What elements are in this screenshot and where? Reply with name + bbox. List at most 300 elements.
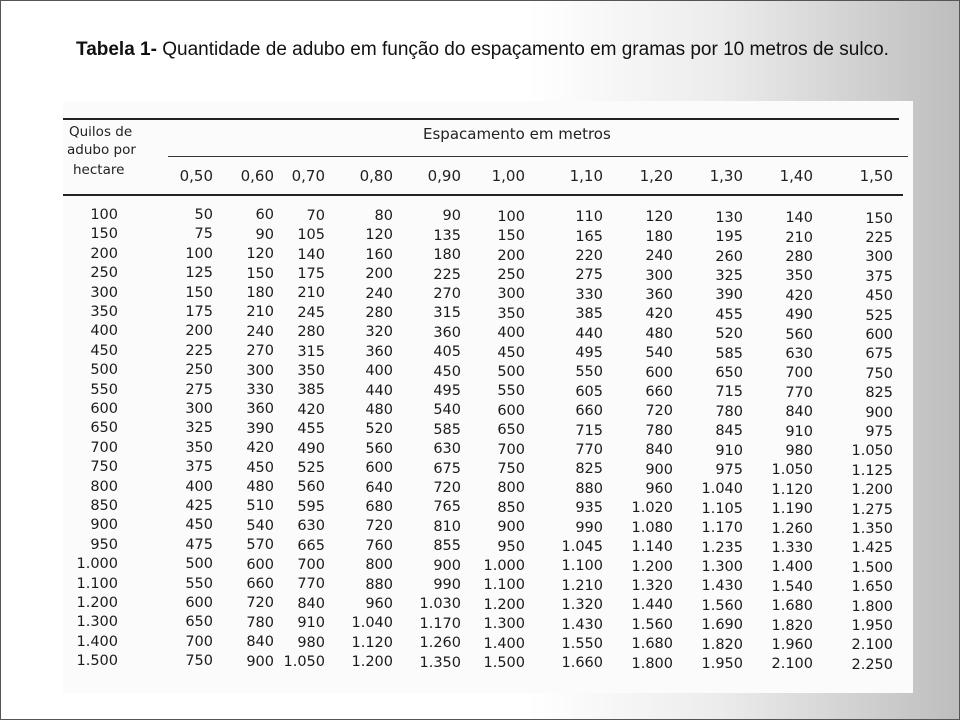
table-cell: 1.050 — [283, 653, 325, 670]
table-cell: 1.260 — [419, 635, 461, 652]
table-cell: 90 — [442, 208, 461, 225]
row-kg-value: 400 — [90, 323, 118, 340]
table-cell: 770 — [785, 384, 813, 401]
table-cell: 595 — [297, 498, 325, 515]
table-cell: 1.300 — [483, 616, 525, 633]
table-cell: 270 — [433, 286, 461, 302]
table-cell: 675 — [865, 346, 893, 363]
table-cell: 315 — [297, 343, 325, 360]
table-cell: 1.200 — [851, 482, 893, 499]
table-cell: 520 — [365, 421, 393, 438]
table-cell: 700 — [785, 365, 813, 382]
table-cell: 540 — [246, 517, 274, 534]
table-cell: 1.540 — [771, 578, 813, 595]
table-cell: 780 — [645, 422, 673, 439]
table-cell: 1.440 — [631, 597, 673, 614]
column-header: 1,20 — [639, 167, 673, 185]
table-cell: 935 — [575, 500, 603, 517]
table-cell: 440 — [575, 325, 603, 342]
table-cell: 140 — [785, 210, 813, 227]
column-header: 1,30 — [709, 167, 743, 185]
table-cell: 770 — [575, 441, 603, 458]
table-cell: 715 — [715, 384, 743, 401]
column-header: 0,70 — [291, 167, 325, 185]
table-cell: 1.800 — [631, 655, 673, 672]
table-cell: 200 — [365, 266, 393, 283]
table-cell: 135 — [433, 227, 461, 244]
table-cell: 600 — [246, 556, 274, 573]
table-cell: 585 — [715, 345, 743, 362]
column-header: 0,60 — [240, 167, 274, 185]
table-cell: 175 — [297, 265, 325, 282]
column-header: 1,00 — [491, 167, 525, 185]
table-cell: 210 — [246, 304, 274, 321]
table-cell: 750 — [497, 460, 525, 477]
table-cell: 475 — [185, 536, 213, 553]
table-cell: 210 — [297, 285, 325, 302]
table-cell: 765 — [433, 499, 461, 516]
table-cell: 1.050 — [771, 462, 813, 479]
table-cell: 1.800 — [851, 598, 893, 615]
row-header — [67, 121, 167, 181]
table-cell: 250 — [497, 266, 525, 283]
table-cell: 325 — [185, 420, 213, 437]
table-cell: 780 — [246, 614, 274, 631]
table-cell: 450 — [497, 344, 525, 361]
table-cell: 200 — [185, 323, 213, 340]
row-kg-value: 950 — [90, 536, 118, 553]
table-cell: 855 — [433, 538, 461, 555]
table-cell: 900 — [497, 519, 525, 536]
table-cell: 1.120 — [351, 634, 393, 651]
table-cell: 280 — [785, 248, 813, 265]
table-cell: 1.200 — [631, 558, 673, 575]
table-cell: 100 — [185, 245, 213, 262]
table-cell: 360 — [246, 401, 274, 418]
table-cell: 550 — [497, 383, 525, 400]
table-cell: 910 — [785, 423, 813, 440]
row-kg-value: 300 — [90, 284, 118, 301]
table-cell: 600 — [185, 595, 213, 611]
table-cell: 120 — [365, 227, 393, 244]
table-cell: 825 — [865, 385, 893, 402]
table-cell: 375 — [185, 459, 213, 476]
table-cell: 560 — [297, 479, 325, 496]
row-kg-value: 1.300 — [76, 614, 118, 631]
table-cell: 405 — [433, 344, 461, 361]
table-cell: 960 — [645, 481, 673, 498]
table-cell: 880 — [575, 480, 603, 497]
table-cell: 840 — [645, 442, 673, 459]
table-cell: 850 — [497, 499, 525, 516]
table-cell: 720 — [645, 403, 673, 420]
table-cell: 630 — [297, 518, 325, 535]
row-header-line: hectare — [73, 162, 125, 178]
table-cell: 960 — [365, 596, 393, 613]
table-cell: 210 — [785, 229, 813, 246]
table-cell: 1.560 — [701, 597, 743, 614]
table-cell: 1.190 — [771, 501, 813, 518]
table-cell: 1.210 — [561, 577, 603, 594]
header-bottom-rule — [63, 194, 903, 196]
table-cell: 1.020 — [631, 500, 673, 517]
table-cell: 810 — [433, 518, 461, 535]
table-cell: 480 — [365, 402, 393, 419]
table-cell: 490 — [785, 307, 813, 324]
table-cell: 1.100 — [561, 558, 603, 575]
table-cell: 780 — [715, 403, 743, 420]
table-cell: 720 — [433, 480, 461, 496]
table-cell: 680 — [365, 499, 393, 516]
table-cell: 300 — [185, 401, 213, 417]
row-kg-value: 350 — [90, 304, 118, 320]
table-cell: 360 — [433, 324, 461, 341]
table-cell: 130 — [715, 209, 743, 226]
table-cell: 160 — [365, 246, 393, 263]
table-cell: 280 — [297, 324, 325, 341]
table-cell: 900 — [645, 461, 673, 478]
table-cell: 1.350 — [851, 520, 893, 537]
table-cell: 950 — [497, 538, 525, 555]
table-cell: 200 — [497, 247, 525, 264]
table-cell: 1.430 — [561, 616, 603, 633]
table-cell: 845 — [715, 423, 743, 440]
row-kg-value: 900 — [90, 517, 118, 534]
table-cell: 990 — [575, 519, 603, 536]
table-cell: 510 — [246, 498, 274, 515]
row-kg-value: 150 — [90, 226, 118, 243]
table-cell: 660 — [246, 575, 274, 592]
table-cell: 350 — [497, 305, 525, 322]
table-cell: 1.200 — [483, 596, 525, 613]
table-cell: 300 — [246, 362, 274, 379]
table-cell: 675 — [433, 460, 461, 477]
table-cell: 420 — [785, 287, 813, 304]
table-cell: 700 — [185, 633, 213, 650]
table-cell: 390 — [715, 287, 743, 304]
table-cell: 550 — [185, 575, 213, 592]
table-cell: 980 — [785, 442, 813, 459]
table-cell: 840 — [785, 404, 813, 421]
table-cell: 1.350 — [419, 654, 461, 671]
table-cell: 1.260 — [771, 520, 813, 537]
table-cell: 2.250 — [851, 656, 893, 673]
table-cell: 250 — [185, 362, 213, 379]
table-cell: 420 — [246, 440, 274, 457]
row-kg-value: 450 — [90, 342, 118, 359]
table-cell: 585 — [433, 421, 461, 438]
table-cell: 350 — [785, 268, 813, 285]
table-cell: 1.125 — [851, 462, 893, 479]
table-cell: 495 — [433, 383, 461, 399]
table-cell: 420 — [297, 401, 325, 418]
table-cell: 350 — [185, 439, 213, 456]
row-kg-value: 500 — [90, 362, 118, 379]
row-kg-value: 800 — [90, 478, 118, 495]
table-cell: 1.275 — [851, 501, 893, 518]
table-cell: 700 — [297, 556, 325, 573]
table-cell: 910 — [715, 442, 743, 459]
table-cell: 180 — [433, 247, 461, 264]
row-kg-value: 750 — [90, 459, 118, 476]
table-cell: 980 — [297, 634, 325, 651]
table-cell: 195 — [715, 229, 743, 246]
table-cell: 440 — [365, 382, 393, 399]
table-cell: 120 — [246, 246, 274, 263]
row-kg-value: 550 — [90, 381, 118, 398]
table-cell: 1.320 — [561, 597, 603, 614]
table-cell: 630 — [785, 345, 813, 362]
table-cell: 90 — [255, 226, 274, 243]
table-cell: 1.425 — [851, 540, 893, 557]
row-kg-value: 700 — [90, 439, 118, 456]
table-cell: 1.300 — [701, 559, 743, 575]
table-cell: 225 — [433, 266, 461, 283]
table-cell: 1.320 — [631, 578, 673, 595]
table-cell: 540 — [645, 345, 673, 362]
table-cell: 1.650 — [851, 579, 893, 596]
table-cell: 280 — [365, 305, 393, 322]
column-header: 0,80 — [359, 167, 393, 185]
table-cell: 180 — [645, 228, 673, 245]
group-header-rule — [168, 156, 908, 157]
column-header: 1,50 — [859, 167, 893, 185]
table-cell: 150 — [865, 210, 893, 227]
table-cell: 450 — [433, 363, 461, 380]
table-cell: 1.045 — [561, 538, 603, 555]
table-cell: 450 — [865, 288, 893, 305]
table-cell: 1.235 — [701, 539, 743, 556]
table-cell: 1.560 — [631, 616, 673, 633]
table-cell: 320 — [365, 324, 393, 341]
table-cell: 175 — [185, 304, 213, 320]
table-cell: 495 — [575, 344, 603, 361]
row-kg-value: 200 — [90, 245, 118, 262]
row-kg-value: 1.400 — [76, 633, 118, 650]
table-cell: 275 — [575, 267, 603, 284]
table-cell: 900 — [433, 557, 461, 574]
caption-label: Tabela 1- — [76, 39, 157, 60]
column-header: 1,40 — [779, 167, 813, 185]
column-header: 0,50 — [179, 167, 213, 185]
table-cell: 390 — [246, 420, 274, 437]
table-cell: 1.500 — [483, 654, 525, 671]
row-kg-value: 650 — [90, 420, 118, 437]
table-cell: 900 — [865, 404, 893, 421]
table-cell: 1.030 — [419, 596, 461, 613]
table-cell: 225 — [185, 342, 213, 359]
table-cell: 1.080 — [631, 519, 673, 536]
table-top-rule — [63, 118, 899, 120]
table-cell: 640 — [365, 479, 393, 496]
table-cell: 1.040 — [351, 615, 393, 632]
table-cell: 1.950 — [851, 617, 893, 634]
table-cell: 700 — [497, 441, 525, 458]
table-cell: 1.680 — [631, 636, 673, 653]
table-cell: 260 — [715, 248, 743, 265]
table-cell: 1.400 — [483, 635, 525, 652]
table-cell: 1.000 — [483, 557, 525, 574]
row-kg-value: 1.100 — [76, 575, 118, 592]
table-cell: 1.950 — [701, 656, 743, 672]
table-cell: 360 — [365, 343, 393, 360]
table-cell: 450 — [185, 517, 213, 534]
table-cell: 525 — [865, 307, 893, 324]
table-cell: 375 — [865, 268, 893, 285]
column-header: 1,10 — [569, 167, 603, 185]
row-kg-value: 1.500 — [76, 653, 118, 670]
table-cell: 600 — [645, 364, 673, 381]
table-cell: 300 — [645, 267, 673, 284]
group-header: Espacamento em metros — [423, 125, 611, 143]
table-cell: 1.120 — [771, 481, 813, 498]
table-cell: 910 — [297, 615, 325, 632]
table-cell: 2.100 — [771, 656, 813, 673]
table-cell: 100 — [497, 208, 525, 225]
table-cell: 975 — [715, 462, 743, 478]
table-caption — [76, 36, 896, 63]
table-cell: 1.100 — [483, 577, 525, 594]
table-cell: 1.140 — [631, 539, 673, 556]
table-cell: 455 — [715, 306, 743, 323]
table-cell: 50 — [194, 207, 213, 223]
table-cell: 715 — [575, 422, 603, 439]
table-cell: 720 — [246, 595, 274, 612]
table-cell: 1.960 — [771, 636, 813, 653]
table-cell: 570 — [246, 537, 274, 554]
table-cell: 240 — [645, 248, 673, 265]
table-cell: 140 — [297, 246, 325, 263]
table-cell: 1.050 — [851, 443, 893, 460]
table-cell: 750 — [865, 365, 893, 382]
table-cell: 150 — [185, 284, 213, 301]
table-cell: 630 — [433, 441, 461, 458]
table-cell: 240 — [246, 323, 274, 340]
table-cell: 760 — [365, 537, 393, 554]
table-cell: 540 — [433, 402, 461, 419]
table-cell: 1.400 — [771, 559, 813, 576]
table-cell: 525 — [297, 459, 325, 476]
table-cell: 560 — [365, 440, 393, 457]
table-cell: 70 — [306, 207, 325, 224]
table-cell: 550 — [575, 364, 603, 381]
table-cell: 400 — [497, 325, 525, 342]
row-kg-value: 100 — [90, 207, 118, 223]
table-cell: 480 — [246, 478, 274, 495]
table-cell: 665 — [297, 537, 325, 554]
table-cell: 1.820 — [701, 636, 743, 653]
row-kg-value: 600 — [90, 401, 118, 417]
table-cell: 800 — [497, 480, 525, 497]
table-cell: 450 — [246, 459, 274, 476]
row-kg-value: 1.200 — [76, 595, 118, 611]
table-cell: 1.820 — [771, 617, 813, 634]
row-header-line: adubo por — [67, 142, 136, 158]
table-cell: 350 — [297, 362, 325, 379]
row-kg-value: 850 — [90, 498, 118, 514]
table-cell: 120 — [645, 209, 673, 226]
column-header: 0,90 — [427, 167, 461, 185]
table-cell: 600 — [497, 402, 525, 419]
table-cell: 720 — [365, 518, 393, 535]
table-cell: 220 — [575, 247, 603, 264]
table-cell: 2.100 — [851, 637, 893, 654]
table-cell: 80 — [374, 208, 393, 225]
table-cell: 1.680 — [771, 598, 813, 615]
table-cell: 400 — [185, 478, 213, 495]
table-cell: 800 — [365, 557, 393, 574]
table-cell: 225 — [865, 229, 893, 246]
table-cell: 605 — [575, 383, 603, 400]
table-cell: 1.200 — [351, 654, 393, 671]
table-cell: 600 — [865, 326, 893, 343]
table-cell: 245 — [297, 304, 325, 321]
table-cell: 325 — [715, 268, 743, 284]
table-cell: 500 — [185, 556, 213, 573]
table-cell: 560 — [785, 326, 813, 343]
row-kg-value: 1.000 — [76, 556, 118, 573]
table-cell: 990 — [433, 577, 461, 593]
table-cell: 270 — [246, 343, 274, 360]
table-cell: 240 — [365, 285, 393, 302]
table-cell: 900 — [246, 653, 274, 670]
table-cell: 125 — [185, 265, 213, 282]
row-header-line: Quilos de — [69, 124, 133, 140]
table-cell: 420 — [645, 306, 673, 323]
table-cell: 840 — [246, 634, 274, 651]
table-cell: 275 — [185, 381, 213, 398]
table-cell: 150 — [246, 265, 274, 282]
table-cell: 1.105 — [701, 500, 743, 517]
table-cell: 490 — [297, 440, 325, 457]
table-cell: 750 — [185, 653, 213, 670]
table-cell: 385 — [575, 306, 603, 323]
table-cell: 1.330 — [771, 539, 813, 556]
table-cell: 650 — [715, 365, 743, 381]
table-cell: 600 — [365, 460, 393, 477]
table-cell: 840 — [297, 595, 325, 612]
table-cell: 75 — [194, 226, 213, 243]
row-kg-value: 250 — [90, 265, 118, 282]
table-cell: 520 — [715, 326, 743, 343]
table-cell: 1.660 — [561, 655, 603, 672]
table-cell: 650 — [185, 614, 213, 631]
table-cell: 315 — [433, 305, 461, 322]
table-cell: 500 — [497, 363, 525, 380]
table-cell: 480 — [645, 325, 673, 342]
table-cell: 110 — [575, 209, 603, 226]
table-cell: 660 — [645, 384, 673, 401]
table-cell: 105 — [297, 227, 325, 244]
table-cell: 330 — [246, 381, 274, 398]
table-cell: 330 — [575, 286, 603, 303]
scanned-table — [63, 101, 913, 693]
table-cell: 1.170 — [701, 520, 743, 537]
caption-text: Quantidade de adubo em função do espaçamento em gramas por 10 metros de sulco. — [156, 39, 889, 60]
table-cell: 385 — [297, 382, 325, 399]
table-cell: 975 — [865, 423, 893, 440]
table-cell: 300 — [497, 286, 525, 303]
table-cell: 400 — [365, 363, 393, 380]
table-cell: 1.500 — [851, 559, 893, 576]
table-cell: 165 — [575, 228, 603, 245]
table-cell: 770 — [297, 576, 325, 593]
table-cell: 425 — [185, 498, 213, 514]
table-cell: 650 — [497, 422, 525, 439]
table-cell: 150 — [497, 228, 525, 245]
table-cell: 180 — [246, 284, 274, 301]
table-cell: 60 — [255, 207, 274, 224]
